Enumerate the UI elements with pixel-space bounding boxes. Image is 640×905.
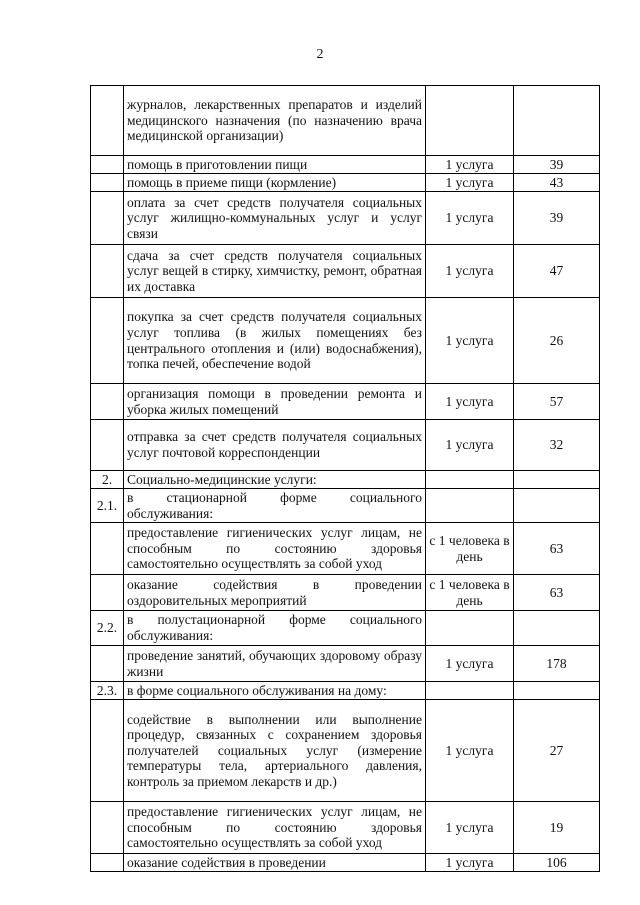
service-price (514, 682, 600, 700)
table-row (91, 298, 600, 384)
table-row (91, 854, 600, 872)
row-number: 2.3. (91, 682, 124, 700)
row-number (91, 646, 124, 682)
table-row (91, 682, 600, 700)
row-number (91, 700, 124, 802)
service-unit (426, 682, 514, 700)
service-unit (426, 611, 514, 646)
row-number (91, 192, 124, 245)
service-name: сдача за счет средств получателя социальных услуг вещей в стирку, химчистку, ремонт, обратная их доставка (124, 245, 426, 298)
service-name: журналов, лекарственных препаратов и изделий медицинского назначения (по назначению врача медицинской организации) (124, 86, 426, 156)
service-unit: 1 услуга (426, 802, 514, 854)
service-unit: 1 услуга (426, 156, 514, 174)
table-row (91, 646, 600, 682)
row-number (91, 523, 124, 575)
service-price (514, 611, 600, 646)
service-price: 26 (514, 298, 600, 384)
row-number: 2. (91, 471, 124, 489)
service-price: 27 (514, 700, 600, 802)
table-row (91, 471, 600, 489)
service-unit (426, 86, 514, 156)
service-name: оплата за счет средств получателя социальных услуг жилищно-коммунальных услуг и услуг связи (124, 192, 426, 245)
service-name: покупка за счет средств получателя социальных услуг топлива (в жилых помещениях без центрального отопления и (или) водоснабжения), топка печей, обеспечение водой (124, 298, 426, 384)
row-number: 2.2. (91, 611, 124, 646)
service-unit: с 1 человека в день (426, 523, 514, 575)
row-number (91, 298, 124, 384)
service-name: помощь в приеме пищи (кормление) (124, 174, 426, 192)
service-name: предоставление гигиенических услуг лицам, не способным по состоянию здоровья самостоятельно осуществлять за собой уход (124, 802, 426, 854)
service-name: организация помощи в проведении ремонта и уборка жилых помещений (124, 384, 426, 420)
service-name: проведение занятий, обучающих здоровому образу жизни (124, 646, 426, 682)
service-price: 32 (514, 420, 600, 471)
table-row (91, 700, 600, 802)
service-name: отправка за счет средств получателя социальных услуг почтовой корреспонденции (124, 420, 426, 471)
service-unit: 1 услуга (426, 245, 514, 298)
table-row (91, 489, 600, 523)
service-price (514, 489, 600, 523)
row-number (91, 384, 124, 420)
row-number (91, 156, 124, 174)
service-price: 19 (514, 802, 600, 854)
table-row (91, 384, 600, 420)
service-price: 39 (514, 156, 600, 174)
service-name: Социально-медицинские услуги: (124, 471, 426, 489)
row-number (91, 854, 124, 872)
table-row (91, 174, 600, 192)
service-price (514, 86, 600, 156)
table-row (91, 420, 600, 471)
services-table (90, 85, 600, 872)
service-unit: с 1 человека в день (426, 575, 514, 611)
service-unit: 1 услуга (426, 854, 514, 872)
service-name: в форме социального обслуживания на дому: (124, 682, 426, 700)
service-name: в стационарной форме социального обслуживания: (124, 489, 426, 523)
service-price (514, 471, 600, 489)
service-name: содействие в выполнении или выполнение процедур, связанных с сохранением здоровья получателей социальных услуг (измерение температуры тела, артериального давления, контроль за приемом лекарств и др.) (124, 700, 426, 802)
service-price: 63 (514, 523, 600, 575)
row-number (91, 86, 124, 156)
services-table-body (91, 86, 600, 872)
service-unit: 1 услуга (426, 646, 514, 682)
service-name: в полустационарной форме социального обслуживания: (124, 611, 426, 646)
service-price: 178 (514, 646, 600, 682)
service-price: 57 (514, 384, 600, 420)
table-row (91, 245, 600, 298)
service-price: 39 (514, 192, 600, 245)
row-number (91, 245, 124, 298)
service-unit: 1 услуга (426, 420, 514, 471)
service-unit: 1 услуга (426, 174, 514, 192)
service-unit: 1 услуга (426, 700, 514, 802)
service-price: 43 (514, 174, 600, 192)
service-price: 47 (514, 245, 600, 298)
service-unit (426, 471, 514, 489)
row-number (91, 575, 124, 611)
service-unit: 1 услуга (426, 384, 514, 420)
service-name: помощь в приготовлении пищи (124, 156, 426, 174)
row-number (91, 802, 124, 854)
service-unit: 1 услуга (426, 298, 514, 384)
table-row (91, 575, 600, 611)
service-name: предоставление гигиенических услуг лицам, не способным по состоянию здоровья самостоятельно осуществлять за собой уход (124, 523, 426, 575)
service-unit (426, 489, 514, 523)
table-row (91, 86, 600, 156)
service-name: оказание содействия в проведении (124, 854, 426, 872)
table-row (91, 611, 600, 646)
service-name: оказание содействия в проведении оздоровительных мероприятий (124, 575, 426, 611)
row-number: 2.1. (91, 489, 124, 523)
service-price: 106 (514, 854, 600, 872)
table-row (91, 156, 600, 174)
table-row (91, 802, 600, 854)
row-number (91, 420, 124, 471)
row-number (91, 174, 124, 192)
table-row (91, 192, 600, 245)
service-unit: 1 услуга (426, 192, 514, 245)
page-number: 2 (316, 47, 324, 62)
table-row (91, 523, 600, 575)
service-price: 63 (514, 575, 600, 611)
